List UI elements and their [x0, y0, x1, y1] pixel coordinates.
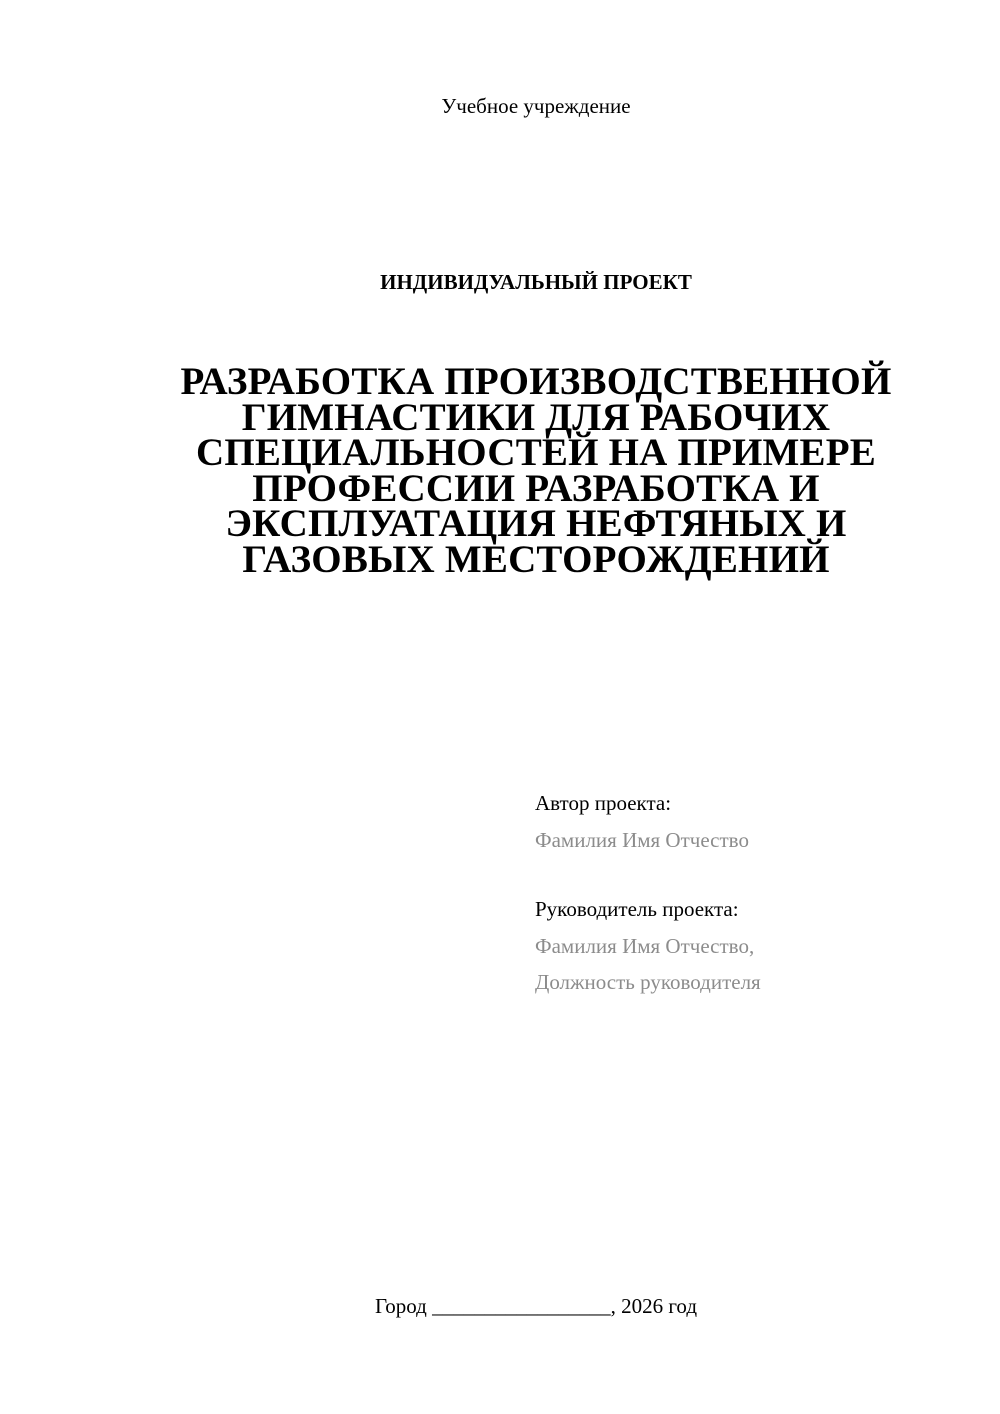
project-title	[150, 360, 922, 581]
project-type-heading: ИНДИВИДУАЛЬНЫЙ ПРОЕКТ	[380, 270, 692, 294]
project-title-line: РАЗРАБОТКА ПРОИЗВОДСТВЕННОЙ	[180, 360, 892, 403]
city-year-line: Город _________________, 2026 год	[374, 1294, 698, 1318]
author-block	[535, 789, 955, 854]
supervisor-label: Руководитель проекта:	[535, 897, 739, 921]
supervisor-block	[535, 895, 955, 996]
project-title-line: ГИМНАСТИКИ ДЛЯ РАБОЧИХ	[241, 395, 831, 439]
author-name: Фамилия Имя Отчество	[535, 828, 749, 852]
project-title-line: ГАЗОВЫХ МЕСТОРОЖДЕНИЙ	[242, 537, 830, 581]
project-title-line: ПРОФЕССИИ РАЗРАБОТКА И	[252, 466, 820, 510]
institution-name: Учебное учреждение	[441, 94, 631, 118]
author-label: Автор проекта:	[535, 791, 672, 815]
project-title-line: ЭКСПЛУАТАЦИЯ НЕФТЯНЫХ И	[225, 502, 847, 545]
project-title-line: СПЕЦИАЛЬНОСТЕЙ НА ПРИМЕРЕ	[195, 431, 877, 474]
supervisor-name: Фамилия Имя Отчество,	[535, 934, 755, 958]
supervisor-position: Должность руководителя	[535, 970, 761, 994]
